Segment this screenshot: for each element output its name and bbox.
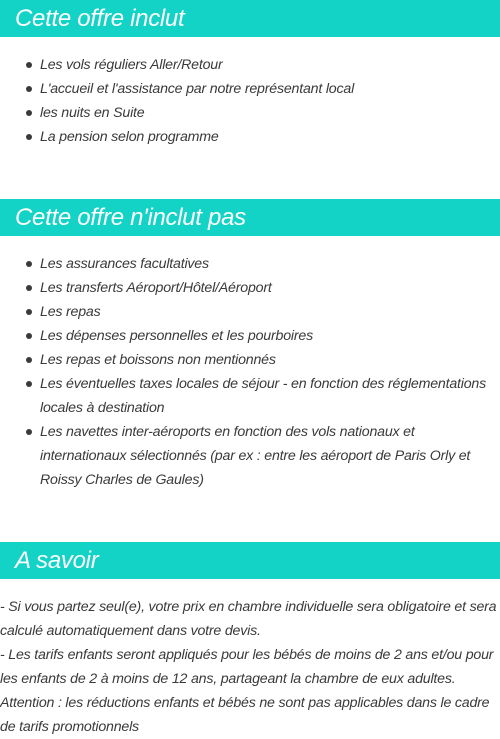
savoir-paragraph: - Si vous partez seul(e), votre prix en chambre individuelle sera obligatoire et sera calculé automatiquement dans votre devis. [0, 599, 497, 639]
list-item-text: les nuits en Suite [40, 105, 145, 121]
bullet-icon [26, 357, 32, 363]
bullet-icon [26, 134, 32, 140]
includes-list [0, 53, 500, 149]
bullet-icon [26, 285, 32, 291]
savoir-paragraph: Attention : les réductions enfants et bébés ne sont pas applicables dans le cadre de tarifs promotionnels [0, 695, 490, 735]
list-item-text: Les dépenses personnelles et les pourboires [40, 328, 313, 344]
list-item [0, 348, 500, 372]
list-item-text: La pension selon programme [40, 129, 219, 145]
bullet-icon [26, 110, 32, 116]
list-item-text: L'accueil et l'assistance par notre représentant local [40, 81, 355, 97]
section-header-savoir: A savoir [0, 542, 500, 579]
bullet-icon [26, 381, 32, 387]
bullet-icon [26, 309, 32, 315]
list-item [0, 101, 500, 125]
excludes-list [0, 252, 500, 492]
list-item-text: Les transferts Aéroport/Hôtel/Aéroport [40, 280, 272, 296]
list-item [0, 300, 500, 324]
list-item [0, 77, 500, 101]
bullet-icon [26, 261, 32, 267]
list-item [0, 53, 500, 77]
list-item [0, 252, 500, 276]
bullet-icon [26, 86, 32, 92]
list-item [0, 324, 500, 348]
section-header-excludes: Cette offre n'inclut pas [0, 199, 500, 236]
savoir-paragraph: - Les tarifs enfants seront appliqués pour les bébés de moins de 2 ans et/ou pour les enfants de 2 à moins de 12 ans, partageant la chambre de eux adultes. [0, 647, 494, 687]
list-item-text: Les repas et boissons non mentionnés [40, 352, 276, 368]
list-item [0, 125, 500, 149]
list-item [0, 372, 500, 420]
list-item-text: Les assurances facultatives [40, 256, 209, 272]
bullet-icon [26, 333, 32, 339]
list-item-text: Les navettes inter-aéroports en fonction des vols nationaux et internationaux sélectionnés (par ex : entre les aéroport de Paris Orly et Roissy Charles de Gaules) [40, 424, 471, 488]
bullet-icon [26, 429, 32, 435]
bullet-icon [26, 62, 32, 68]
list-item-text: Les repas [40, 304, 101, 320]
list-item [0, 420, 500, 492]
list-item [0, 276, 500, 300]
section-header-includes: Cette offre inclut [0, 0, 500, 37]
list-item-text: Les vols réguliers Aller/Retour [40, 57, 223, 73]
list-item-text: Les éventuelles taxes locales de séjour - en fonction des réglementations locales à destination [40, 376, 486, 416]
savoir-text [0, 595, 500, 739]
